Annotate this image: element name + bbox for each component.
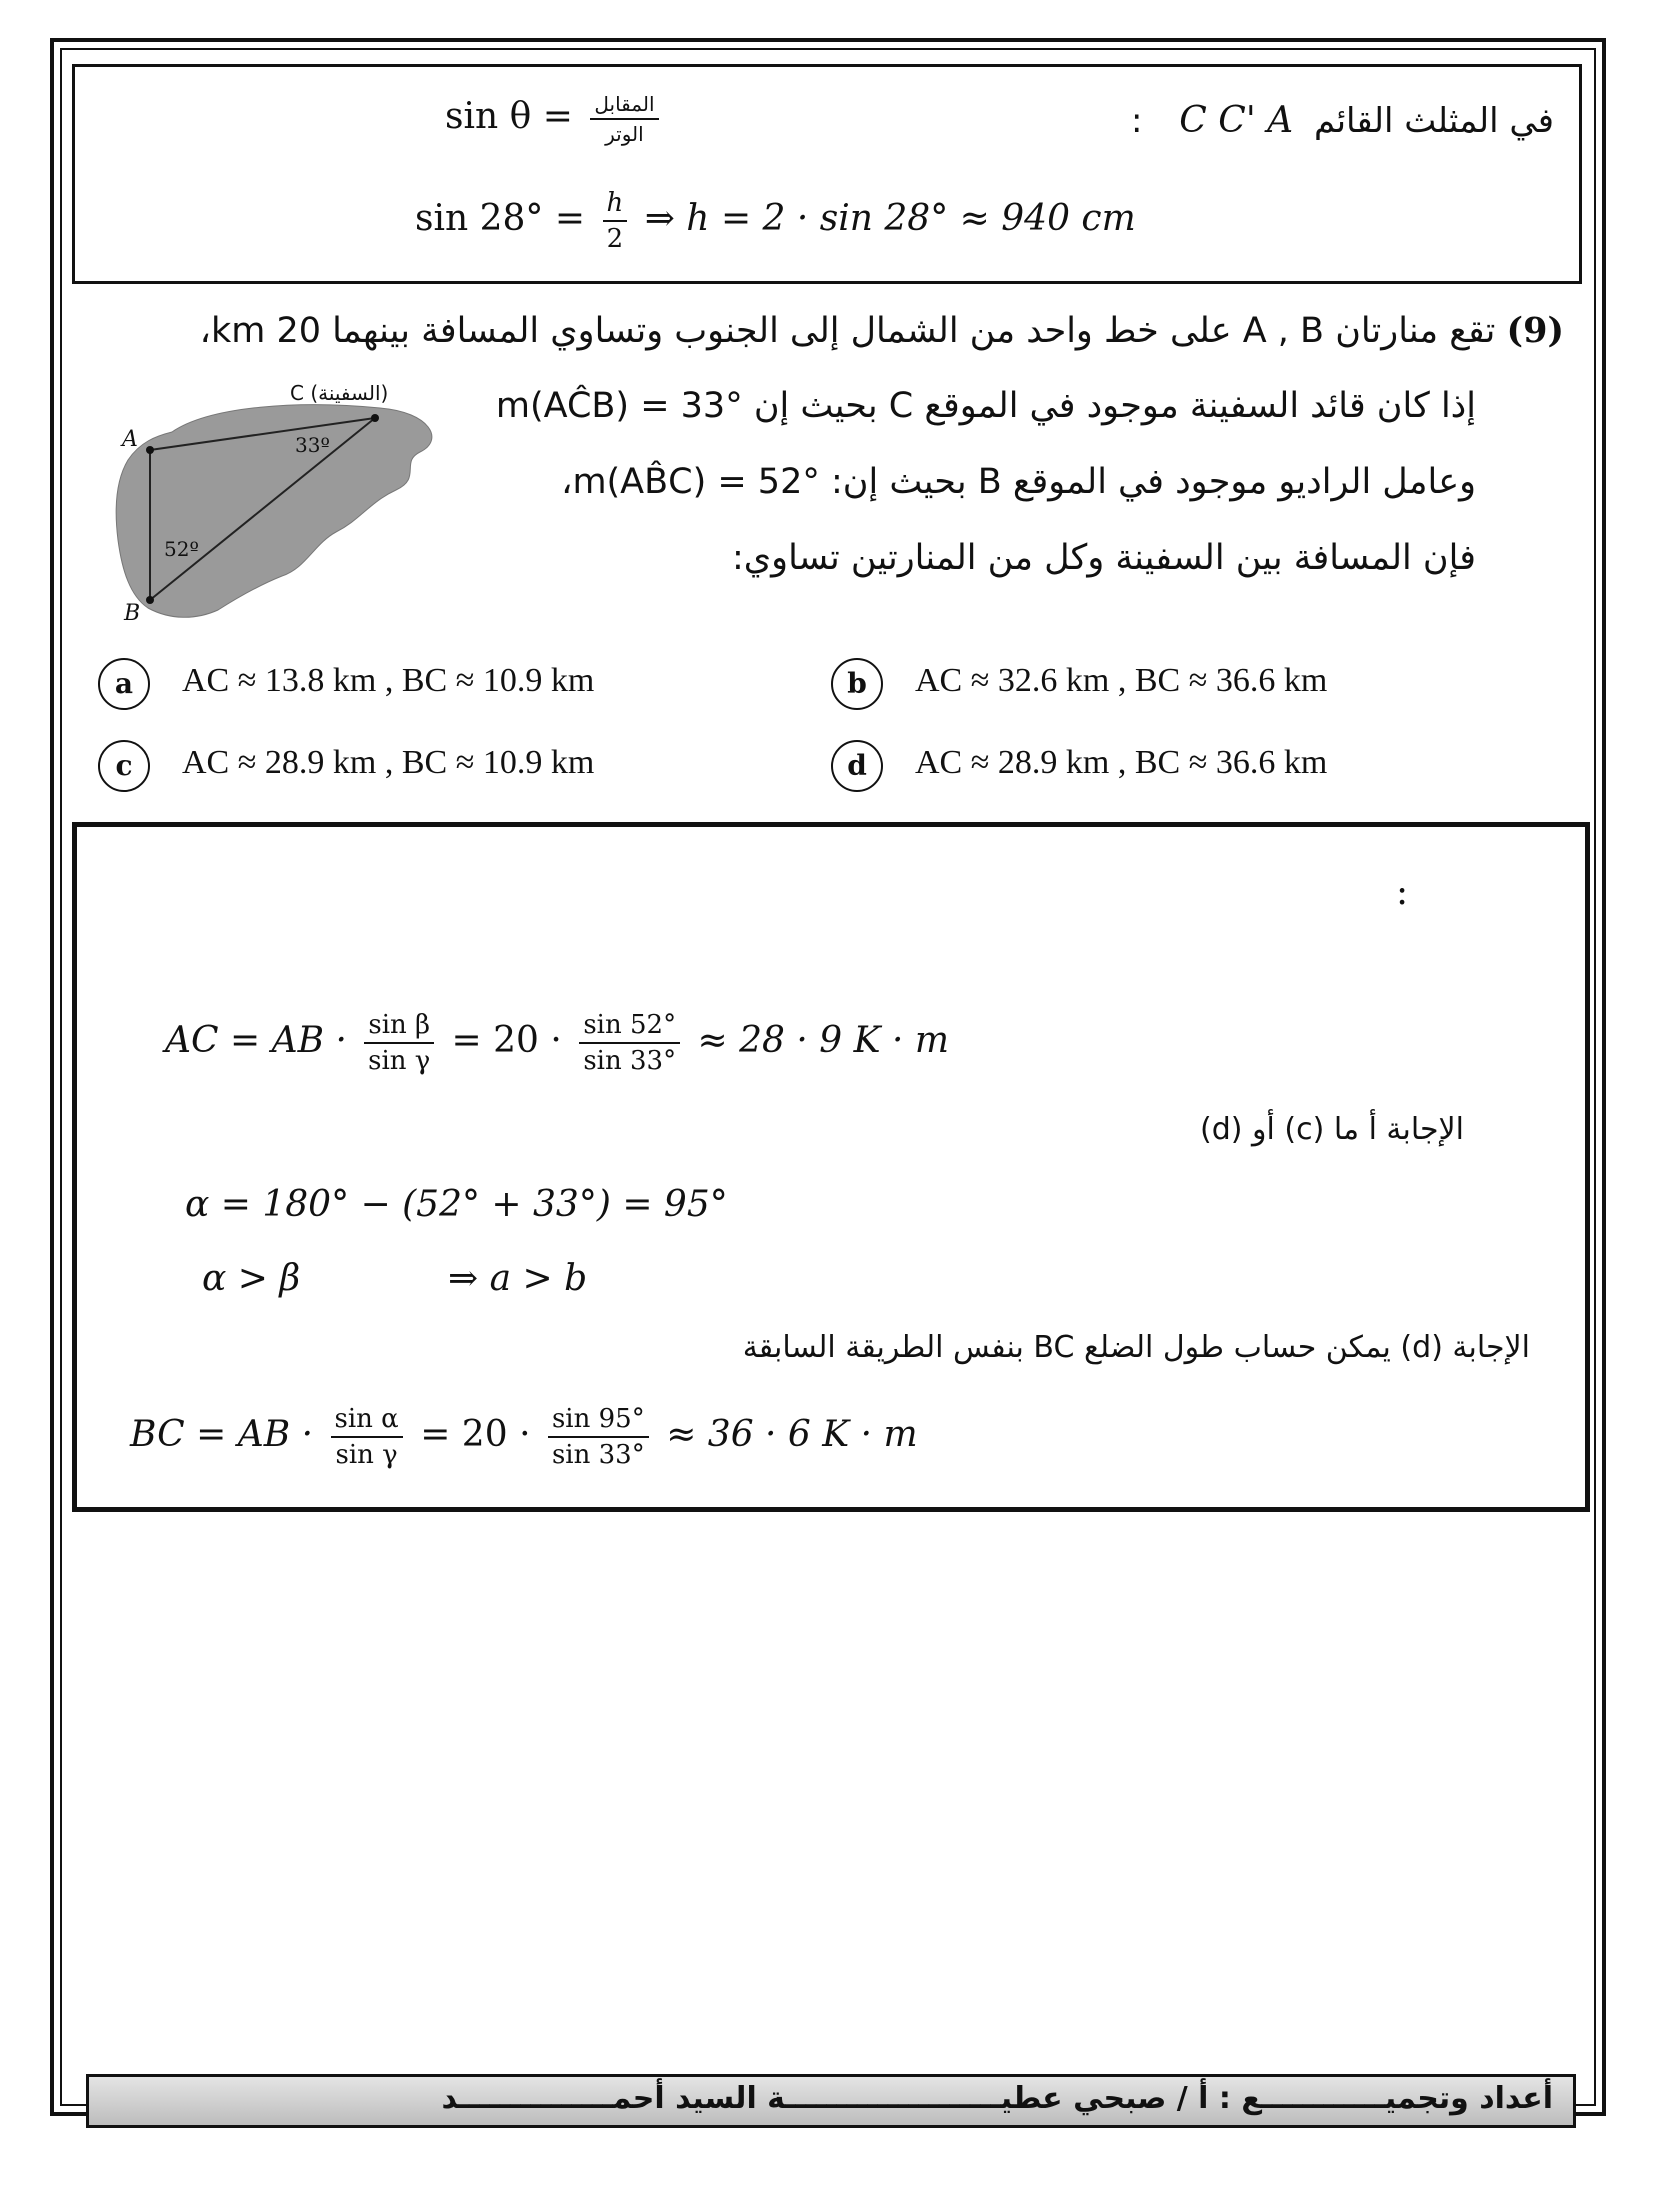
question-line-1 (200, 310, 1564, 351)
ac-equation (165, 1010, 949, 1076)
option-a-circle[interactable]: a (98, 658, 150, 710)
angle-b-label: 52º (164, 537, 199, 561)
option-d-text[interactable]: AC ≈ 28.9 km , BC ≈ 36.6 km (915, 744, 1328, 781)
option-c-circle[interactable]: c (98, 740, 150, 792)
alpha-equation: α = 180° − (52° + 33°) = 95° (185, 1184, 728, 1225)
question-line-4: فإن المسافة بين السفينة وكل من المنارتين تساوي: (731, 538, 1476, 578)
land-shape (116, 405, 432, 618)
right-triangle-statement (1131, 100, 1554, 141)
fraction-numerator: المقابل (590, 92, 658, 120)
angle-c-label: 33º (295, 433, 330, 457)
point-b (146, 596, 154, 604)
ac-ratio-fraction (364, 1010, 434, 1076)
option-b-text[interactable]: AC ≈ 32.6 km , BC ≈ 36.6 km (915, 662, 1328, 699)
point-c (371, 414, 379, 422)
option-d-circle[interactable]: d (831, 740, 883, 792)
h-denominator: 2 (606, 224, 624, 254)
question-text-1: تقع منارتان A , B على خط واحد من الشمال إلى الجنوب وتساوي المسافة بينهما 20 km، (199, 311, 1496, 351)
sine-fraction (590, 92, 658, 146)
triangle-label: في المثلث القائم (1313, 101, 1554, 141)
bc-mid: = 20 · (420, 1414, 531, 1455)
bc-value-den: sin 33° (551, 1440, 645, 1470)
ac-value-num: sin 52° (579, 1010, 680, 1044)
ac-ratio-num: sin β (364, 1010, 434, 1044)
colon: : (1131, 101, 1143, 141)
solution-colon: : (1396, 872, 1409, 913)
equation-lhs: sin 28° = (415, 198, 586, 239)
h-numerator: h (603, 188, 628, 222)
option-b-circle[interactable]: b (831, 658, 883, 710)
bc-rhs: ≈ 36 · 6 K · m (666, 1414, 918, 1455)
ac-value-den: sin 33° (583, 1046, 677, 1076)
point-a (146, 446, 154, 454)
bc-value-fraction (548, 1404, 649, 1470)
footer-credit: أعداد وتجميــــــــــــع : أ / صبحي عطيـــــــــــــــــــــة السيد أحمـــــــــــــــد (441, 2081, 1553, 2116)
answer-d-note: الإجابة (d) يمكن حساب طول الضلع BC بنفس الطريقة السابقة (742, 1330, 1530, 1365)
ac-rhs: ≈ 28 · 9 K · m (697, 1020, 949, 1061)
label-a: A (122, 427, 138, 452)
sine-lhs: sin θ = (445, 96, 573, 137)
author-footer (86, 2074, 1576, 2128)
bc-ratio-num: sin α (331, 1404, 403, 1438)
triangle-map-figure (100, 370, 440, 630)
label-b: B (124, 601, 141, 626)
question-line-3: وعامل الراديو موجود في الموقع B بحيث إن: m(AB̂C) = 52°، (561, 462, 1476, 502)
answer-either-c-or-d: الإجابة أ ما (c) أو (d) (1200, 1112, 1464, 1147)
ac-lhs: AC = AB · (165, 1020, 347, 1061)
option-c-text[interactable]: AC ≈ 28.9 km , BC ≈ 10.9 km (182, 744, 595, 781)
ac-ratio-den: sin γ (368, 1046, 431, 1076)
height-equation (415, 188, 1136, 254)
ac-mid: = 20 · (451, 1020, 562, 1061)
question-number: (9) (1506, 310, 1564, 351)
bc-ratio-den: sin γ (335, 1440, 398, 1470)
bc-value-num: sin 95° (548, 1404, 649, 1438)
triangle-name: C C' A (1179, 100, 1294, 141)
fraction-denominator: الوتر (605, 122, 644, 146)
sine-definition (445, 92, 665, 146)
ac-value-fraction (579, 1010, 680, 1076)
bc-ratio-fraction (331, 1404, 403, 1470)
h-fraction (603, 188, 628, 254)
question-line-2: إذا كان قائد السفينة موجود في الموقع C بحيث إن m(AĈB) = 33° (495, 386, 1476, 426)
equation-rhs: ⇒ h = 2 · sin 28° ≈ 940 cm (644, 198, 1136, 239)
alpha-beta-compare: α > β (202, 1258, 301, 1299)
option-a-text[interactable]: AC ≈ 13.8 km , BC ≈ 10.9 km (182, 662, 595, 699)
bc-lhs: BC = AB · (130, 1414, 314, 1455)
label-c: C (السفينة) (290, 381, 389, 405)
bc-equation (130, 1404, 918, 1470)
side-compare: ⇒ a > b (448, 1258, 588, 1299)
